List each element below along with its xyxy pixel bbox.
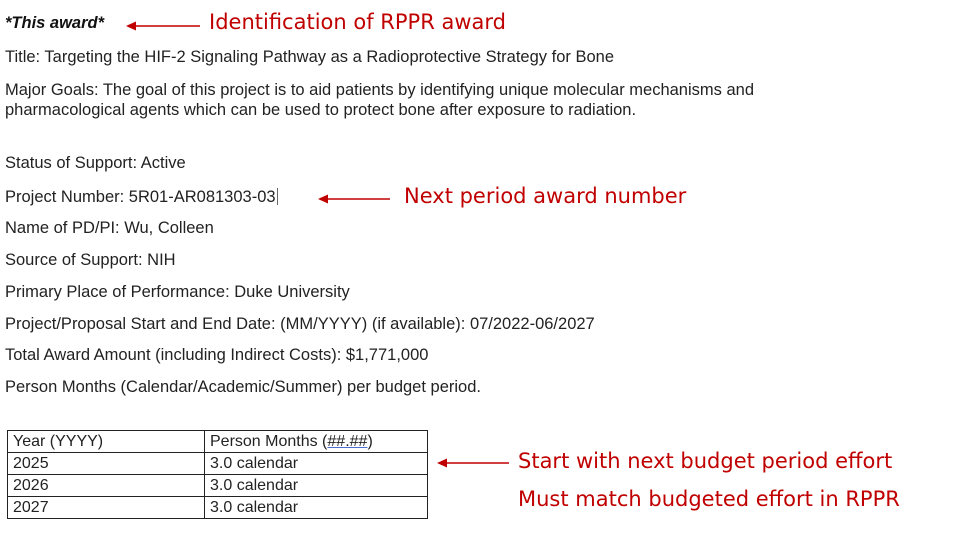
header-months-prefix: Person Months ( (210, 432, 328, 450)
table-header-row (8, 431, 428, 453)
row-months: 3.0 calendar (205, 475, 428, 497)
header-person-months (205, 431, 428, 453)
arrow-left-icon (437, 456, 509, 470)
award-amount: Total Award Amount (including Indirect Costs): $1,771,000 (5, 346, 429, 364)
award-status: Status of Support: Active (5, 154, 186, 172)
award-project-number: Project Number: 5R01-AR081303-03 (5, 188, 276, 206)
arrow-left-icon (318, 192, 390, 206)
table-row (8, 475, 428, 497)
annotation-next-number: Next period award number (404, 184, 687, 208)
row-months: 3.0 calendar (205, 497, 428, 519)
header-months-hash: ##.## (327, 432, 368, 450)
award-major-goals: Major Goals: The goal of this project is to aid patients by identifying unique molecular mechanisms and pharmacological agents which can be used to protect bone after exposure to radiation. (5, 81, 755, 119)
award-title: Title: Targeting the HIF-2 Signaling Pathway as a Radioprotective Strategy for Bone (5, 48, 614, 66)
table-row (8, 453, 428, 475)
text-cursor (277, 188, 278, 205)
row-year: 2026 (8, 475, 205, 497)
annotation-budget-start: Start with next budget period effort (518, 449, 893, 473)
header-months-suffix: ) (367, 432, 373, 450)
award-project-number-line (5, 187, 278, 207)
header-year: Year (YYYY) (8, 431, 205, 453)
award-source: Source of Support: NIH (5, 251, 176, 269)
award-place: Primary Place of Performance: Duke University (5, 283, 350, 301)
annotation-award-id: Identification of RPPR award (209, 10, 506, 34)
row-months: 3.0 calendar (205, 453, 428, 475)
row-year: 2025 (8, 453, 205, 475)
award-heading: *This award* (5, 14, 105, 32)
award-person-months-intro: Person Months (Calendar/Academic/Summer) per budget period. (5, 378, 481, 396)
row-year: 2027 (8, 497, 205, 519)
annotation-budget-match: Must match budgeted effort in RPPR (518, 487, 900, 511)
person-months-table (7, 430, 428, 519)
arrow-left-icon (126, 19, 200, 33)
award-pd-pi: Name of PD/PI: Wu, Colleen (5, 219, 214, 237)
award-dates: Project/Proposal Start and End Date: (MM/YYYY) (if available): 07/2022-06/2027 (5, 315, 595, 333)
table-row (8, 497, 428, 519)
